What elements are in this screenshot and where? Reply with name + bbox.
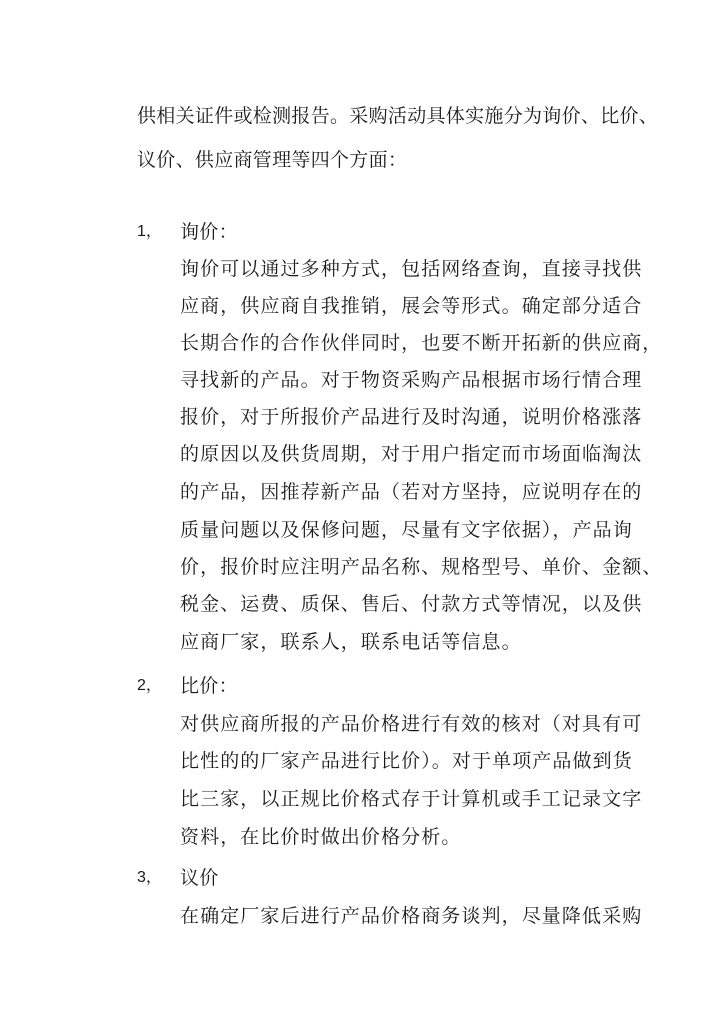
section-1-number: 1， xyxy=(137,223,162,240)
section-1-line-8: 质量问题以及保修问题，尽量有文字依据），产品询 xyxy=(180,519,633,541)
section-2-line-1: 对供应商所报的产品价格进行有效的核对（对具有可 xyxy=(180,713,643,735)
section-2-title: 比价： xyxy=(180,675,238,697)
section-2-line-3: 比三家，以正规比价格式存于计算机或手工记录文字 xyxy=(180,788,643,810)
section-1-line-7: 的产品，因推荐新产品（若对方坚持，应说明存在的 xyxy=(180,481,643,503)
section-1-line-9: 价，报价时应注明产品名称、规格型号、单价、金额、 xyxy=(180,556,663,578)
section-1-line-2: 应商，供应商自我推销，展会等形式。确定部分适合 xyxy=(180,295,643,317)
section-1-line-10: 税金、运费、质保、售后、付款方式等情况，以及供 xyxy=(180,593,643,615)
section-1-line-6: 的原因以及供货周期，对于用户指定而市场面临淘汰 xyxy=(180,443,643,465)
section-1-title: 询价： xyxy=(180,221,238,243)
intro-line-2: 议价、供应商管理等四个方面： xyxy=(137,149,408,171)
section-1-line-4: 寻找新的产品。对于物资采购产品根据市场行情合理 xyxy=(180,369,643,391)
section-1-line-3: 长期合作的合作伙伴同时，也要不断开拓新的供应商， xyxy=(180,332,663,354)
intro-line-1: 供相关证件或检测报告。采购活动具体实施分为询价、比价、 xyxy=(137,105,659,127)
section-1-line-5: 报价，对于所报价产品进行及时沟通，说明价格涨落 xyxy=(180,406,643,428)
section-2-line-4: 资料，在比价时做出价格分析。 xyxy=(180,826,462,848)
section-1-line-11: 应商厂家，联系人，联系电话等信息。 xyxy=(180,631,522,653)
section-3-number: 3， xyxy=(137,869,162,886)
section-2-number: 2， xyxy=(137,677,162,694)
section-3-title: 议价 xyxy=(180,867,219,889)
section-3-line-1: 在确定厂家后进行产品价格商务谈判，尽量降低采购 xyxy=(180,905,643,927)
section-2-line-2: 比性的的厂家产品进行比价）。对于单项产品做到货 xyxy=(180,750,633,772)
section-1-line-1: 询价可以通过多种方式，包括网络查询，直接寻找供 xyxy=(180,258,643,280)
